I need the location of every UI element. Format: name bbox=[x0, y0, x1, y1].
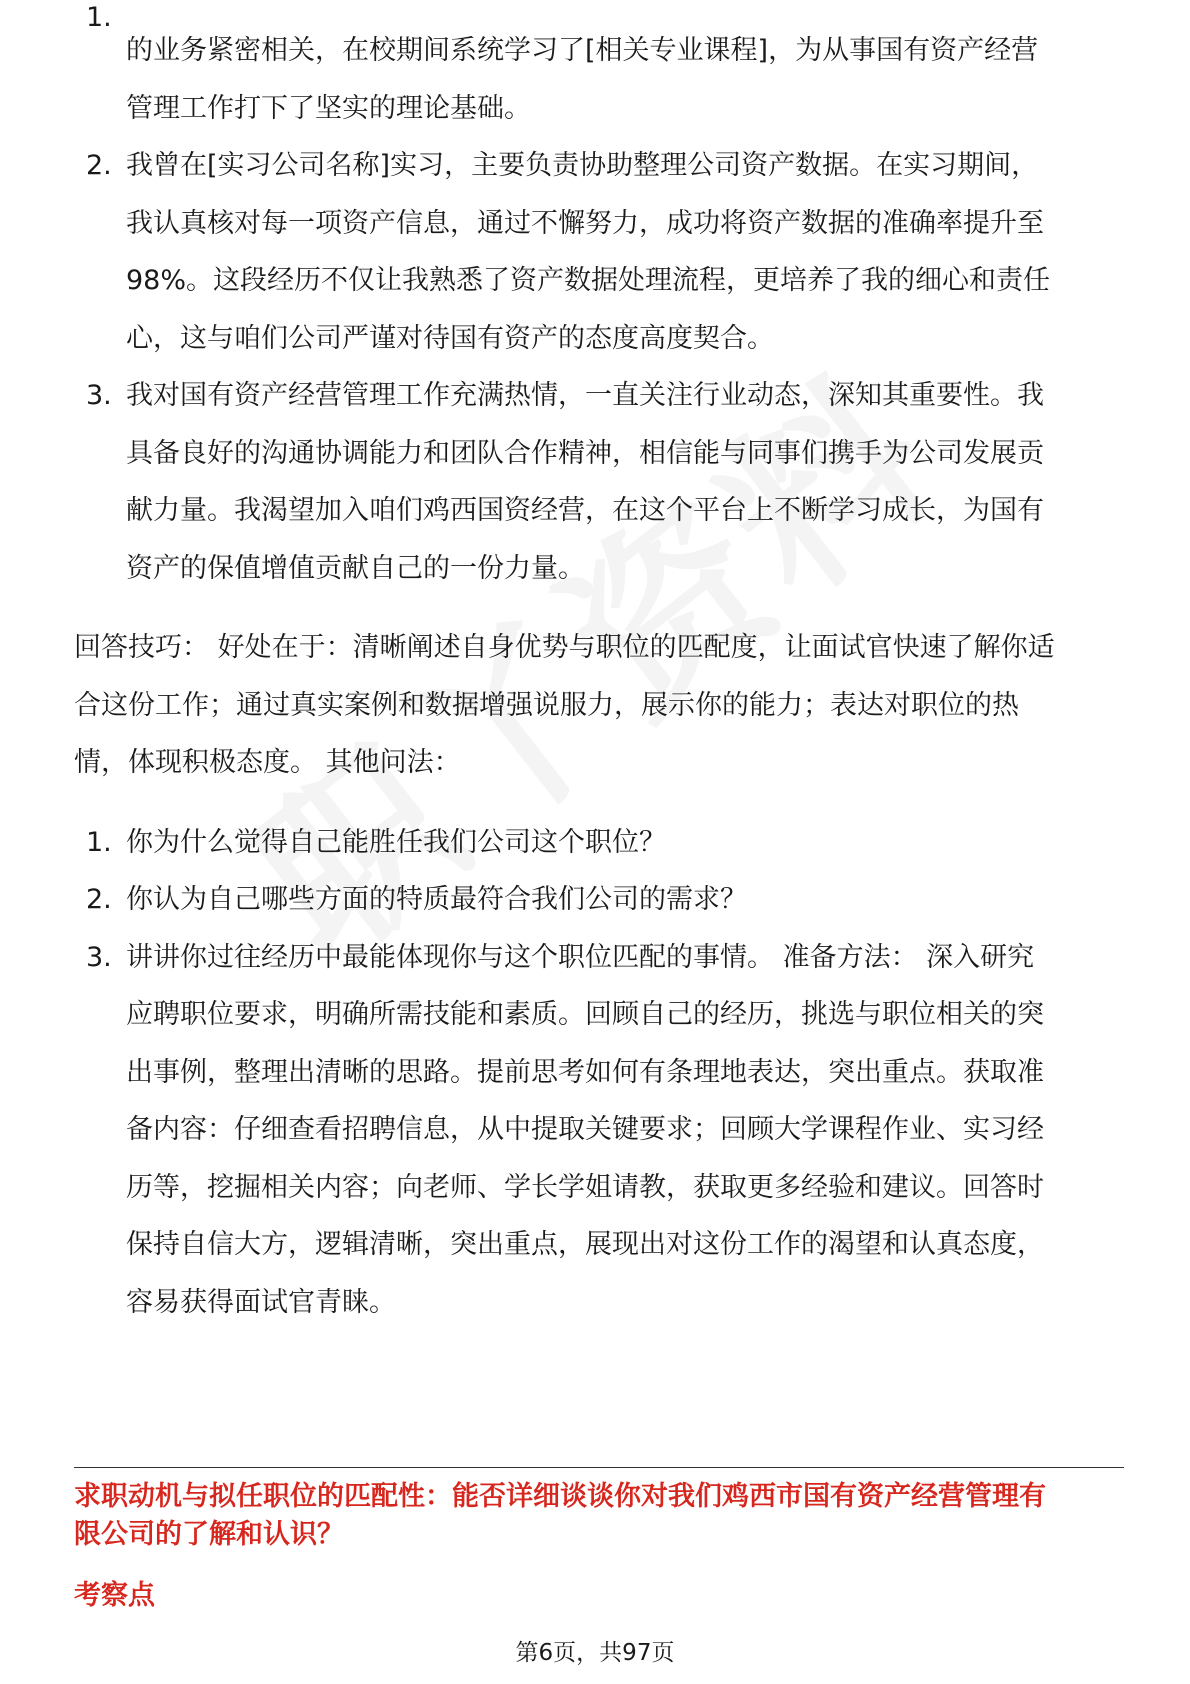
list-number: 3. bbox=[86, 941, 112, 973]
answer-tips bbox=[74, 619, 1124, 792]
text-line: 情，体现积极态度。 其他问法： bbox=[74, 747, 461, 778]
text-line: 保持自信大方，逻辑清晰，突出重点，展现出对这份工作的渴望和认真态度， bbox=[126, 1229, 1044, 1260]
list-item bbox=[74, 367, 1124, 597]
list-item-text bbox=[126, 871, 1124, 929]
list-number: 1. bbox=[86, 826, 112, 858]
list-number: 3. bbox=[86, 380, 112, 411]
section-heading bbox=[74, 1478, 1124, 1554]
text-line: 我认真核对每一项资产信息，通过不懈努力，成功将资产数据的准确率提升至 bbox=[126, 207, 1044, 239]
text-line: 资产的保值增值贡献自己的一份力量。 bbox=[126, 552, 585, 584]
text-line: 备内容：仔细查看招聘信息，从中提取关键要求；回顾大学课程作业、实习经 bbox=[126, 1114, 1044, 1145]
list-item bbox=[74, 871, 1124, 929]
text-line: 献力量。我渴望加入咱们鸡西国资经营，在这个平台上不断学习成长，为国有 bbox=[126, 495, 1044, 526]
list-item bbox=[74, 814, 1124, 872]
alternative-questions-list bbox=[74, 814, 1124, 1332]
text-line: 回答技巧： 好处在于：清晰阐述自身优势与职位的匹配度，让面试官快速了解你适 bbox=[74, 632, 1055, 663]
section-subheading: 考察点 bbox=[74, 1580, 155, 1611]
list-item bbox=[74, 2, 1124, 137]
text-line: 你认为自己哪些方面的特质最符合我们公司的需求？ bbox=[126, 884, 747, 915]
text-line: 容易获得面试官青睐。 bbox=[126, 1286, 396, 1318]
list-item-text bbox=[126, 814, 1124, 872]
text-line: 管理工作打下了坚实的理论基础。 bbox=[126, 92, 531, 124]
text-line: 讲讲你过往经历中最能体现你与这个职位匹配的事情。 准备方法： 深入研究 bbox=[126, 941, 1035, 973]
list-item bbox=[74, 929, 1124, 1332]
text-line: 应聘职位要求，明确所需技能和素质。回顾自己的经历，挑选与职位相关的突 bbox=[126, 999, 1044, 1030]
section-heading-line: 限公司的了解和认识？ bbox=[74, 1519, 344, 1550]
list-number: 1. bbox=[86, 2, 112, 33]
text-line: 合这份工作；通过真实案例和数据增强说服力，展示你的能力；表达对职位的热 bbox=[74, 689, 1019, 721]
text-line: 的业务紧密相关，在校期间系统学习了[相关专业课程]，为从事国有资产经营 bbox=[126, 35, 1039, 66]
text-line: 历等，挖掘相关内容；向老师、学长学姐请教，获取更多经验和建议。回答时 bbox=[126, 1171, 1044, 1203]
list-item-text bbox=[126, 367, 1124, 597]
section-divider bbox=[74, 1467, 1124, 1468]
list-item-text bbox=[126, 137, 1124, 367]
list-number: 2. bbox=[86, 150, 112, 181]
text-line: 我对国有资产经营管理工作充满热情，一直关注行业动态，深知其重要性。我 bbox=[126, 380, 1044, 411]
text-line: 心，这与咱们公司严谨对待国有资产的态度高度契合。 bbox=[126, 322, 774, 354]
list-item bbox=[74, 137, 1124, 367]
text-line: 你为什么觉得自己能胜任我们公司这个职位？ bbox=[126, 826, 666, 858]
text-line: 我曾在[实习公司名称]实习，主要负责协助整理公司资产数据。在实习期间， bbox=[126, 150, 1039, 181]
list-item-text bbox=[126, 929, 1124, 1332]
page-content bbox=[74, 2, 1124, 1331]
page-number: 第6页，共97页 bbox=[515, 1640, 675, 1666]
list-item-text bbox=[126, 22, 1124, 137]
list-number: 2. bbox=[86, 884, 112, 915]
answer-list bbox=[74, 2, 1124, 597]
text-line: 98%。这段经历不仅让我熟悉了资产数据处理流程，更培养了我的细心和责任 bbox=[126, 265, 1051, 296]
text-line: 具备良好的沟通协调能力和团队合作精神，相信能与同事们携手为公司发展贡 bbox=[126, 437, 1044, 469]
text-line: 出事例，整理出清晰的思路。提前思考如何有条理地表达，突出重点。获取准 bbox=[126, 1056, 1044, 1088]
section-heading-line: 求职动机与拟任职位的匹配性：能否详细谈谈你对我们鸡西市国有资产经营管理有 bbox=[74, 1481, 1046, 1512]
